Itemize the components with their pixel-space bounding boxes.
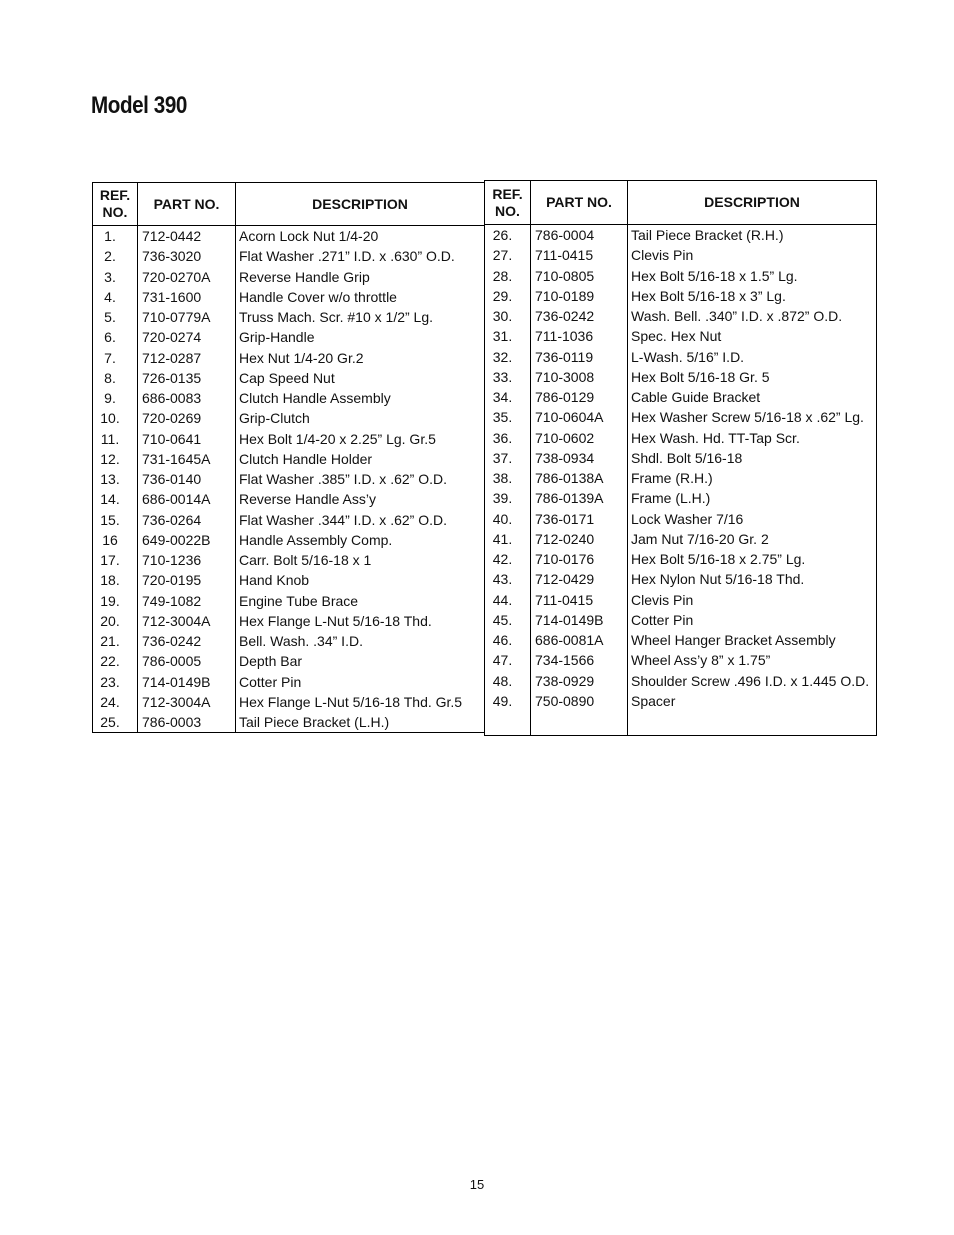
part-no-cell: 712-0429 — [531, 569, 628, 589]
ref-no-cell: 45. — [485, 610, 531, 630]
table-row — [93, 267, 485, 287]
table-row — [485, 569, 877, 589]
part-no-cell: 786-0139A — [531, 488, 628, 508]
part-no-cell: 736-0171 — [531, 509, 628, 529]
part-no-cell: 720-0274 — [138, 327, 236, 347]
ref-no-cell: 11. — [93, 429, 138, 449]
description-cell: Shoulder Screw .496 I.D. x 1.445 O.D. — [628, 671, 877, 691]
ref-no-cell: 15. — [93, 510, 138, 530]
table-row — [93, 550, 485, 570]
part-no-cell: 710-3008 — [531, 367, 628, 387]
table-row — [485, 488, 877, 508]
ref-no-cell: 41. — [485, 529, 531, 549]
part-no-cell: 738-0934 — [531, 448, 628, 468]
description-cell: Cap Speed Nut — [236, 368, 485, 388]
description-cell: Hand Knob — [236, 570, 485, 590]
table-row — [93, 611, 485, 631]
ref-no-cell: 33. — [485, 367, 531, 387]
ref-no-cell: 1. — [93, 226, 138, 247]
part-no-cell: 736-0242 — [138, 631, 236, 651]
description-cell: Handle Assembly Comp. — [236, 530, 485, 550]
ref-no-cell: 29. — [485, 286, 531, 306]
description-cell: Bell. Wash. .34” I.D. — [236, 631, 485, 651]
part-no-cell: 711-1036 — [531, 326, 628, 346]
ref-no-cell: 34. — [485, 387, 531, 407]
description-cell: Handle Cover w/o throttle — [236, 287, 485, 307]
ref-no-cell: 6. — [93, 327, 138, 347]
description-cell: Lock Washer 7/16 — [628, 509, 877, 529]
description-cell: Engine Tube Brace — [236, 591, 485, 611]
description-cell: Hex Bolt 5/16-18 x 3” Lg. — [628, 286, 877, 306]
part-no-cell: 710-0602 — [531, 428, 628, 448]
ref-no-cell: 44. — [485, 590, 531, 610]
ref-no-cell: 35. — [485, 407, 531, 427]
description-cell: Clutch Handle Holder — [236, 449, 485, 469]
description-cell: Flat Washer .271” I.D. x .630” O.D. — [236, 246, 485, 266]
table-row — [93, 510, 485, 530]
table-row — [93, 530, 485, 550]
part-no-cell: 736-0264 — [138, 510, 236, 530]
table-row — [93, 692, 485, 712]
table-row — [485, 630, 877, 650]
part-no-cell: 786-0003 — [138, 712, 236, 733]
description-cell: Cotter Pin — [628, 610, 877, 630]
part-no-cell: 686-0014A — [138, 489, 236, 509]
description-cell: Frame (L.H.) — [628, 488, 877, 508]
table-row — [485, 549, 877, 569]
part-no-cell: 710-0189 — [531, 286, 628, 306]
empty-cell — [628, 711, 877, 736]
table-row — [485, 225, 877, 246]
table-row — [485, 347, 877, 367]
description-header: DESCRIPTION — [628, 181, 877, 225]
ref-no-cell: 12. — [93, 449, 138, 469]
part-no-cell: 726-0135 — [138, 368, 236, 388]
part-no-cell: 711-0415 — [531, 590, 628, 610]
description-cell: Frame (R.H.) — [628, 468, 877, 488]
ref-no-cell: 18. — [93, 570, 138, 590]
table-row — [485, 448, 877, 468]
part-no-cell: 736-0119 — [531, 347, 628, 367]
part-no-cell: 714-0149B — [138, 672, 236, 692]
part-no-cell: 736-0140 — [138, 469, 236, 489]
ref-no-header: REF. NO. — [485, 181, 531, 225]
table-row — [93, 368, 485, 388]
part-no-cell: 736-0242 — [531, 306, 628, 326]
part-no-cell: 720-0269 — [138, 408, 236, 428]
description-cell: Cotter Pin — [236, 672, 485, 692]
part-no-cell: 786-0138A — [531, 468, 628, 488]
ref-no-cell: 2. — [93, 246, 138, 266]
table-row — [93, 287, 485, 307]
description-cell: Clevis Pin — [628, 590, 877, 610]
ref-no-cell: 49. — [485, 691, 531, 711]
part-no-cell: 712-3004A — [138, 692, 236, 712]
table-row — [485, 650, 877, 670]
part-no-cell: 712-0287 — [138, 348, 236, 368]
ref-no-cell: 10. — [93, 408, 138, 428]
description-cell: Depth Bar — [236, 651, 485, 671]
ref-no-cell: 43. — [485, 569, 531, 589]
part-no-header: PART NO. — [138, 183, 236, 226]
table-row — [93, 307, 485, 327]
ref-no-cell: 30. — [485, 306, 531, 326]
table-row — [93, 651, 485, 671]
part-no-cell: 720-0270A — [138, 267, 236, 287]
ref-no-cell: 37. — [485, 448, 531, 468]
description-cell: Tail Piece Bracket (L.H.) — [236, 712, 485, 733]
part-no-cell: 710-1236 — [138, 550, 236, 570]
part-no-header: PART NO. — [531, 181, 628, 225]
table-row — [93, 469, 485, 489]
table-row — [93, 489, 485, 509]
part-no-cell: 786-0129 — [531, 387, 628, 407]
part-no-cell: 711-0415 — [531, 245, 628, 265]
table-row-empty — [485, 711, 877, 736]
description-cell: Hex Flange L-Nut 5/16-18 Thd. — [236, 611, 485, 631]
description-cell: Hex Nut 1/4-20 Gr.2 — [236, 348, 485, 368]
part-no-cell: 736-3020 — [138, 246, 236, 266]
ref-no-cell: 3. — [93, 267, 138, 287]
description-cell: Grip-Clutch — [236, 408, 485, 428]
parts-table-left-body — [93, 226, 485, 733]
parts-table-right — [484, 180, 877, 736]
description-header: DESCRIPTION — [236, 183, 485, 226]
part-no-cell: 686-0081A — [531, 630, 628, 650]
part-no-cell: 750-0890 — [531, 691, 628, 711]
table-row — [93, 672, 485, 692]
description-cell: Carr. Bolt 5/16-18 x 1 — [236, 550, 485, 570]
part-no-cell: 686-0083 — [138, 388, 236, 408]
ref-no-cell: 36. — [485, 428, 531, 448]
description-cell: Tail Piece Bracket (R.H.) — [628, 225, 877, 246]
table-row — [485, 529, 877, 549]
parts-table-left — [92, 182, 485, 733]
description-cell: Wheel Ass’y 8” x 1.75” — [628, 650, 877, 670]
ref-no-cell: 16 — [93, 530, 138, 550]
part-no-cell: 712-0240 — [531, 529, 628, 549]
ref-no-cell: 23. — [93, 672, 138, 692]
table-row — [485, 367, 877, 387]
ref-no-cell: 13. — [93, 469, 138, 489]
part-no-cell: 649-0022B — [138, 530, 236, 550]
description-cell: Truss Mach. Scr. #10 x 1/2” Lg. — [236, 307, 485, 327]
description-cell: Wash. Bell. .340” I.D. x .872” O.D. — [628, 306, 877, 326]
ref-no-cell: 25. — [93, 712, 138, 733]
part-no-cell: 786-0004 — [531, 225, 628, 246]
table-header-row — [485, 181, 877, 225]
table-row — [485, 590, 877, 610]
ref-no-cell: 19. — [93, 591, 138, 611]
ref-no-cell: 47. — [485, 650, 531, 670]
part-no-cell: 710-0604A — [531, 407, 628, 427]
description-cell: Acorn Lock Nut 1/4-20 — [236, 226, 485, 247]
empty-cell — [531, 711, 628, 736]
page-number: 15 — [469, 1177, 485, 1192]
ref-no-cell: 39. — [485, 488, 531, 508]
table-row — [485, 306, 877, 326]
ref-no-cell: 20. — [93, 611, 138, 631]
ref-no-cell: 42. — [485, 549, 531, 569]
ref-no-header: REF. NO. — [93, 183, 138, 226]
description-cell: Reverse Handle Ass’y — [236, 489, 485, 509]
table-row — [485, 407, 877, 427]
description-cell: Wheel Hanger Bracket Assembly — [628, 630, 877, 650]
table-row — [485, 468, 877, 488]
ref-no-cell: 28. — [485, 266, 531, 286]
ref-no-cell: 26. — [485, 225, 531, 246]
part-no-cell: 786-0005 — [138, 651, 236, 671]
description-cell: Jam Nut 7/16-20 Gr. 2 — [628, 529, 877, 549]
ref-no-cell: 38. — [485, 468, 531, 488]
ref-no-cell: 46. — [485, 630, 531, 650]
description-cell: Hex Bolt 5/16-18 x 2.75” Lg. — [628, 549, 877, 569]
ref-no-cell: 4. — [93, 287, 138, 307]
table-row — [93, 408, 485, 428]
description-cell: Hex Bolt 5/16-18 x 1.5” Lg. — [628, 266, 877, 286]
ref-no-cell: 32. — [485, 347, 531, 367]
table-row — [93, 631, 485, 651]
table-row — [485, 326, 877, 346]
part-no-cell: 710-0641 — [138, 429, 236, 449]
ref-no-cell: 22. — [93, 651, 138, 671]
table-row — [93, 449, 485, 469]
part-no-cell: 714-0149B — [531, 610, 628, 630]
description-cell: Flat Washer .344” I.D. x .62” O.D. — [236, 510, 485, 530]
description-cell: Hex Nylon Nut 5/16-18 Thd. — [628, 569, 877, 589]
table-header-row — [93, 183, 485, 226]
table-row — [485, 610, 877, 630]
table-row — [485, 509, 877, 529]
part-no-cell: 731-1600 — [138, 287, 236, 307]
table-row — [485, 671, 877, 691]
description-cell: Flat Washer .385” I.D. x .62” O.D. — [236, 469, 485, 489]
part-no-cell: 738-0929 — [531, 671, 628, 691]
description-cell: Grip-Handle — [236, 327, 485, 347]
table-row — [93, 388, 485, 408]
part-no-cell: 731-1645A — [138, 449, 236, 469]
parts-table-right-body — [485, 225, 877, 736]
description-cell: Spec. Hex Nut — [628, 326, 877, 346]
part-no-cell: 710-0805 — [531, 266, 628, 286]
part-no-cell: 712-3004A — [138, 611, 236, 631]
part-no-cell: 710-0176 — [531, 549, 628, 569]
table-row — [93, 591, 485, 611]
ref-no-cell: 48. — [485, 671, 531, 691]
page-title: Model 390 — [91, 92, 187, 119]
ref-no-cell: 17. — [93, 550, 138, 570]
part-no-cell: 712-0442 — [138, 226, 236, 247]
table-row — [93, 429, 485, 449]
table-row — [485, 691, 877, 711]
part-no-cell: 734-1566 — [531, 650, 628, 670]
description-cell: Spacer — [628, 691, 877, 711]
table-row — [93, 348, 485, 368]
ref-no-cell: 14. — [93, 489, 138, 509]
description-cell: Shdl. Bolt 5/16-18 — [628, 448, 877, 468]
ref-no-cell: 27. — [485, 245, 531, 265]
table-row — [93, 570, 485, 590]
ref-no-cell: 5. — [93, 307, 138, 327]
ref-no-cell: 40. — [485, 509, 531, 529]
table-row — [93, 327, 485, 347]
description-cell: Hex Bolt 5/16-18 Gr. 5 — [628, 367, 877, 387]
description-cell: Clevis Pin — [628, 245, 877, 265]
description-cell: Clutch Handle Assembly — [236, 388, 485, 408]
ref-no-cell: 9. — [93, 388, 138, 408]
empty-cell — [485, 711, 531, 736]
description-cell: Hex Washer Screw 5/16-18 x .62” Lg. — [628, 407, 877, 427]
table-row — [93, 712, 485, 733]
table-row — [485, 387, 877, 407]
description-cell: Cable Guide Bracket — [628, 387, 877, 407]
ref-no-cell: 21. — [93, 631, 138, 651]
part-no-cell: 710-0779A — [138, 307, 236, 327]
table-row — [485, 428, 877, 448]
description-cell: Hex Wash. Hd. TT-Tap Scr. — [628, 428, 877, 448]
description-cell: L-Wash. 5/16” I.D. — [628, 347, 877, 367]
ref-no-cell: 24. — [93, 692, 138, 712]
table-row — [485, 245, 877, 265]
part-no-cell: 720-0195 — [138, 570, 236, 590]
table-row — [93, 226, 485, 247]
ref-no-cell: 8. — [93, 368, 138, 388]
table-row — [485, 266, 877, 286]
ref-no-cell: 31. — [485, 326, 531, 346]
part-no-cell: 749-1082 — [138, 591, 236, 611]
description-cell: Hex Bolt 1/4-20 x 2.25” Lg. Gr.5 — [236, 429, 485, 449]
ref-no-cell: 7. — [93, 348, 138, 368]
table-row — [93, 246, 485, 266]
description-cell: Hex Flange L-Nut 5/16-18 Thd. Gr.5 — [236, 692, 485, 712]
table-row — [485, 286, 877, 306]
description-cell: Reverse Handle Grip — [236, 267, 485, 287]
